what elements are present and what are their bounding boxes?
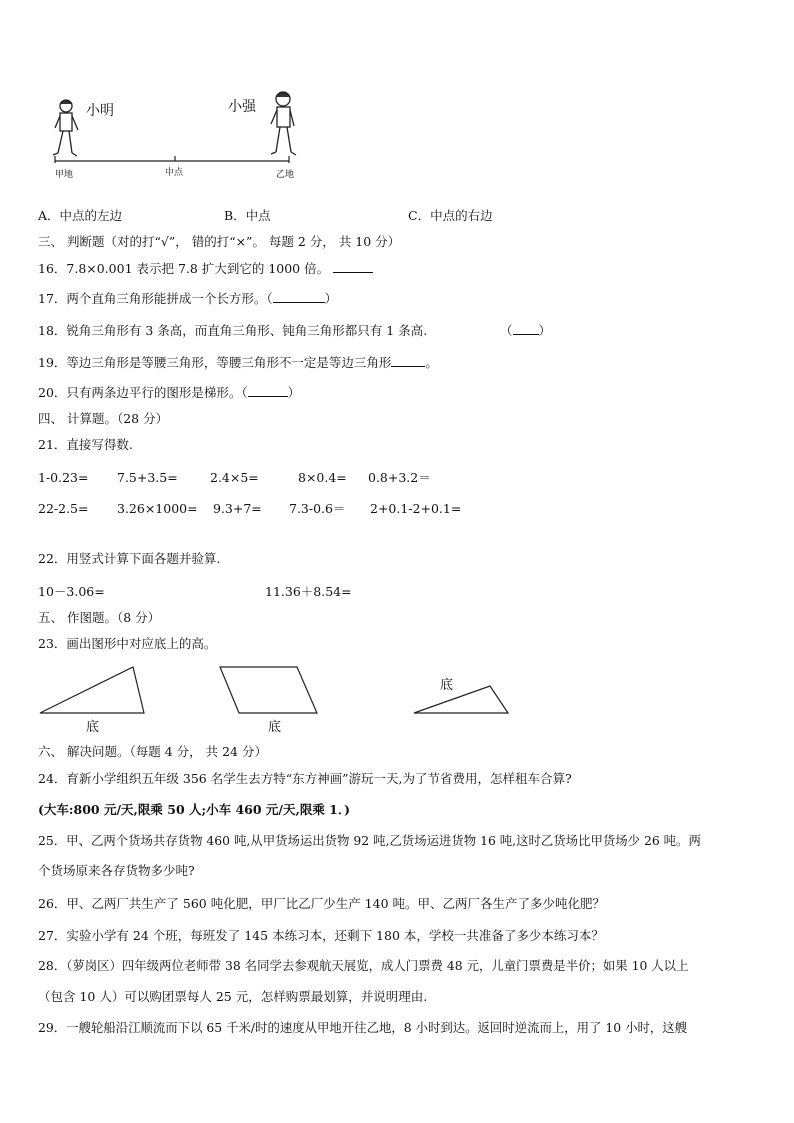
question-18-text: 18．锐角三角形有 3 条高，而直角三角形、钝角三角形都只有 1 条高.	[38, 323, 428, 338]
question-20-text: 20．只有两条边平行的图形是梯形。（	[38, 385, 248, 400]
calc-item: 7.3-0.6＝	[289, 501, 346, 516]
question-19	[38, 355, 438, 371]
question-24-note: (大车:800 元/天,限乘 50 人;小车 460 元/天,限乘 1．)	[38, 802, 351, 817]
calc-item: 8×0.4=	[298, 470, 347, 485]
base-label-2: 底	[268, 720, 282, 735]
option-c: C．中点的右边	[408, 208, 493, 223]
section3-title: 三、 判断题（对的打“√”， 错的打“×”。 每题 2 分， 共 10 分）	[38, 234, 401, 249]
question-16	[38, 261, 373, 277]
xiaoqiang-label: 小强	[228, 99, 256, 115]
start-label: 甲地	[55, 170, 74, 180]
parallelogram-shape	[220, 667, 317, 713]
question-24: 24．育新小学组织五年级 356 名学生去方特“东方神画”游玩一天,为了节省费用，怎样租车合算?	[38, 771, 572, 786]
question-20	[38, 385, 300, 401]
answer-blank[interactable]	[391, 355, 425, 367]
answer-blank[interactable]	[273, 291, 325, 303]
triangle-shape-1	[40, 667, 144, 713]
vertical-calc-item: 10－3.06=	[38, 584, 105, 599]
question-18-open: （	[500, 323, 513, 338]
calc-item: 0.8+3.2＝	[368, 470, 431, 485]
answer-blank[interactable]	[513, 323, 539, 335]
question-23: 23．画出图形中对应底上的高。	[38, 636, 217, 651]
answer-blank[interactable]	[248, 385, 288, 397]
base-label-1: 底	[86, 720, 100, 735]
xiaoming-label: 小明	[86, 103, 114, 119]
calc-item: 2+0.1-2+0.1=	[370, 501, 462, 516]
question-19-end: 。	[425, 355, 438, 370]
option-b: B．中点	[224, 208, 271, 223]
question-28-line1: 28．（萝岗区）四年级两位老师带 38 名同学去参观航天展览，成人门票费 48 元，儿童门票费是半价；如果 10 人以上	[38, 958, 689, 973]
section6-title: 六、 解决问题。（每题 4 分， 共 24 分）	[38, 744, 267, 759]
answer-blank[interactable]	[333, 261, 373, 273]
calc-item: 9.3+7=	[213, 501, 262, 516]
question-25-line2: 个货场原来各存货物多少吨?	[38, 863, 195, 878]
question-20-close: ）	[287, 385, 301, 400]
calc-item: 3.26×1000=	[117, 501, 198, 516]
question-18	[38, 323, 427, 339]
calc-item: 22-2.5=	[38, 501, 89, 516]
question-18-close: ）	[538, 323, 552, 338]
question-19-text: 19．等边三角形是等腰三角形，等腰三角形不一定是等边三角形	[38, 355, 392, 370]
calc-item: 2.4×5=	[210, 470, 259, 485]
triangle-shape-2	[414, 686, 508, 713]
section4-title: 四、 计算题。（28 分）	[38, 411, 169, 426]
question-16-text: 16．7.8×0.001 表示把 7.8 扩大到它的 1000 倍。	[38, 261, 330, 276]
question-28-line2: （包含 10 人）可以购团票每人 25 元，怎样购票最划算，并说明理由.	[38, 989, 428, 1004]
base-label-3: 底	[440, 678, 454, 693]
shapes-figure	[0, 660, 794, 740]
midpoint-label: 中点	[165, 168, 184, 178]
xiaoming-figure	[53, 100, 78, 156]
question-27: 27．实验小学有 24 个班，每班发了 145 本练习本，还剩下 180 本，学校一共准备了多少本练习本？	[38, 928, 604, 943]
option-a: A．中点的左边	[38, 208, 123, 223]
calc-item: 7.5+3.5=	[117, 470, 178, 485]
question-17	[38, 291, 337, 307]
question-18-answer	[500, 323, 551, 339]
section5-title: 五、 作图题。（8 分）	[38, 610, 161, 625]
end-label: 乙地	[276, 170, 295, 180]
question-29-line1: 29．一艘轮船沿江顺流而下以 65 千米/时的速度从甲地开往乙地，8 小时到达。返回时逆流而上，用了 10 小时，这艘	[38, 1020, 688, 1035]
vertical-calc-item: 11.36＋8.54=	[265, 584, 352, 599]
question-25-line1: 25．甲、乙两个货场共存货物 460 吨,从甲货场运出货物 92 吨,乙货场运进货物 16 吨,这时乙货场比甲货场少 26 吨。两	[38, 833, 701, 848]
question-22: 22．用竖式计算下面各题并验算.	[38, 551, 221, 566]
question-17-close: ）	[324, 291, 338, 306]
question-26: 26．甲、乙两厂共生产了 560 吨化肥，甲厂比乙厂少生产 140 吨。甲、乙两厂各生产了多少吨化肥？	[38, 896, 606, 911]
walking-figure	[0, 0, 794, 180]
calc-item: 1-0.23=	[38, 470, 89, 485]
question-21: 21．直接写得数.	[38, 437, 133, 452]
xiaoqiang-figure	[271, 92, 296, 155]
question-17-text: 17．两个直角三角形能拼成一个长方形。（	[38, 291, 273, 306]
